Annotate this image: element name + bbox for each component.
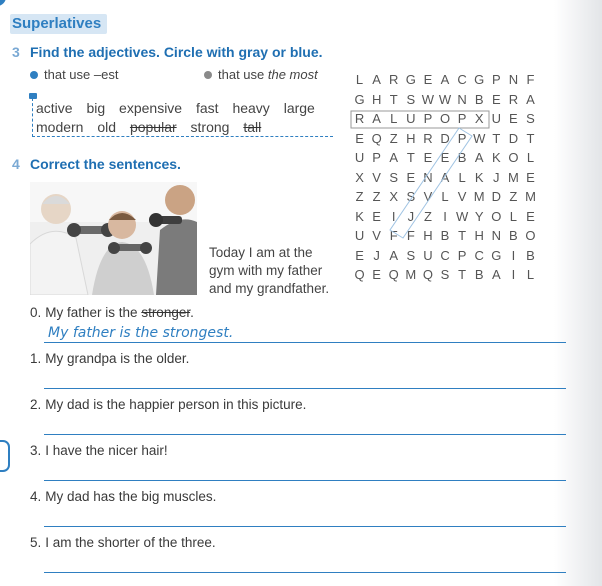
answer-line[interactable] <box>44 480 566 481</box>
word-search-letter[interactable]: F <box>526 72 535 88</box>
word-search-letter[interactable]: A <box>491 267 501 283</box>
word-search-letter[interactable]: T <box>492 130 501 146</box>
word-search-letter[interactable]: E <box>423 72 433 88</box>
word-search-letter[interactable]: O <box>439 111 451 127</box>
adjective-word: heavy <box>232 100 270 116</box>
word-search-letter[interactable]: V <box>423 189 433 205</box>
word-search-letter[interactable]: A <box>372 111 381 127</box>
gym-family-illustration <box>30 182 197 295</box>
word-search-letter[interactable]: M <box>507 169 519 185</box>
example-sentence: 0. My father is the stronger. <box>30 305 194 320</box>
word-search-letter[interactable]: U <box>423 247 433 263</box>
word-search-letter[interactable]: E <box>423 150 433 166</box>
gray-dot-icon <box>204 71 212 79</box>
sentence-3: 3. I have the nicer hair! <box>30 443 168 458</box>
adjective-word: expensive <box>119 100 183 116</box>
word-search-letter[interactable]: S <box>389 169 399 185</box>
word-search-letter[interactable]: E <box>526 208 535 224</box>
word-search-letter[interactable]: G <box>474 72 485 88</box>
word-search-grid <box>351 70 539 285</box>
word-search-letter[interactable]: I <box>391 208 396 224</box>
adjective-word: large <box>283 100 315 116</box>
word-search-letter[interactable]: E <box>372 267 381 283</box>
legend-blue <box>30 67 118 82</box>
blue-dot-icon <box>30 71 38 79</box>
word-search-letter[interactable]: H <box>474 228 484 244</box>
word-search-row <box>351 207 539 227</box>
adjective-word: old <box>97 119 117 135</box>
page-edge-shadow <box>554 0 602 586</box>
word-search-letter[interactable]: N <box>508 72 519 88</box>
word-search-letter[interactable]: L <box>458 169 466 185</box>
word-search-letter[interactable]: M <box>473 189 485 205</box>
word-search-letter[interactable]: K <box>491 150 501 166</box>
word-search-letter[interactable]: V <box>457 189 467 205</box>
word-search-letter[interactable]: T <box>406 150 415 166</box>
word-search-letter[interactable]: L <box>526 150 535 166</box>
word-search-letter[interactable]: L <box>390 111 398 127</box>
word-search-letter[interactable]: C <box>474 247 484 263</box>
word-search-letter[interactable]: F <box>406 228 415 244</box>
answer-line[interactable] <box>44 526 566 527</box>
word-search-letter[interactable]: A <box>389 247 399 263</box>
adjective-word: big <box>86 100 106 116</box>
word-search-row <box>351 226 539 246</box>
exercise-3-number: 3 <box>12 44 20 60</box>
word-search-letter[interactable]: V <box>372 169 381 185</box>
word-search-letter[interactable]: S <box>406 91 416 107</box>
word-search-letter[interactable]: J <box>373 247 380 263</box>
word-search-letter[interactable]: Q <box>388 267 399 283</box>
word-search-row <box>351 168 539 188</box>
answer-line <box>44 342 566 343</box>
word-search-letter[interactable]: A <box>389 150 399 166</box>
word-search-letter[interactable]: E <box>406 169 416 185</box>
word-search-letter[interactable]: L <box>355 72 364 88</box>
word-search-letter[interactable]: B <box>509 228 518 244</box>
adjective-row-1 <box>36 100 325 116</box>
adjective-word: active <box>36 100 73 116</box>
word-search-letter[interactable]: N <box>457 91 467 107</box>
word-search-letter[interactable]: A <box>372 72 381 88</box>
sentence-4: 4. My dad has the big muscles. <box>30 489 217 504</box>
word-search-letter[interactable]: C <box>457 72 467 88</box>
word-search-letter[interactable]: I <box>511 267 516 283</box>
word-search-letter[interactable]: V <box>372 228 381 244</box>
corner-decoration <box>0 0 6 6</box>
word-search-letter[interactable]: E <box>526 169 535 185</box>
word-search-letter[interactable]: B <box>474 267 484 283</box>
word-search-letter[interactable]: E <box>509 111 518 127</box>
word-search-letter[interactable]: P <box>491 72 501 88</box>
word-search-letter[interactable]: C <box>440 247 450 263</box>
word-search-row <box>351 109 539 129</box>
word-search-letter[interactable]: T <box>458 267 467 283</box>
word-search-row <box>351 129 539 149</box>
word-search-letter[interactable]: B <box>457 150 467 166</box>
word-search-letter[interactable]: B <box>474 91 484 107</box>
word-search-letter[interactable]: P <box>423 111 433 127</box>
word-search-letter[interactable]: U <box>354 150 365 166</box>
example-answer: My father is the strongest. <box>48 325 234 341</box>
word-search-letter[interactable]: P <box>457 247 467 263</box>
word-search-letter[interactable]: E <box>440 150 450 166</box>
word-search-letter[interactable]: U <box>354 228 365 244</box>
word-search-letter[interactable]: M <box>405 267 417 283</box>
answer-line[interactable] <box>44 572 566 573</box>
word-search-letter[interactable]: W <box>421 91 435 107</box>
word-search-letter[interactable]: T <box>526 130 535 146</box>
word-search-letter[interactable]: W <box>473 130 486 146</box>
word-search-letter[interactable]: A <box>440 72 450 88</box>
legend-gray-label: that use the most <box>218 67 318 82</box>
word-search-letter[interactable]: O <box>508 150 519 166</box>
word-search-letter[interactable]: N <box>491 228 501 244</box>
sentence-2: 2. My dad is the happier person in this picture. <box>30 397 307 412</box>
word-search-letter[interactable]: X <box>389 189 399 205</box>
word-search-letter[interactable]: H <box>371 91 382 107</box>
word-search-letter[interactable]: L <box>526 267 535 283</box>
word-search-letter[interactable]: S <box>406 189 416 205</box>
word-search-letter[interactable]: G <box>354 91 365 107</box>
word-search-letter[interactable]: M <box>525 189 536 205</box>
adjective-word-crossed: popular <box>129 119 177 135</box>
sentence-1: 1. My grandpa is the older. <box>30 351 190 366</box>
word-search-letter[interactable]: L <box>441 189 449 205</box>
word-search-letter[interactable]: Q <box>422 267 433 283</box>
word-search-letter[interactable]: T <box>458 228 467 244</box>
word-search-letter[interactable]: Z <box>423 208 432 224</box>
word-search-letter[interactable]: P <box>457 111 467 127</box>
word-search-letter[interactable]: W <box>455 208 469 224</box>
adjective-row-2 <box>36 119 271 135</box>
word-search-letter[interactable]: Z <box>355 189 364 205</box>
word-search-row <box>351 246 539 266</box>
word-search-letter[interactable]: S <box>526 111 535 127</box>
word-search-letter[interactable]: D <box>491 189 501 205</box>
exercise-4-title: Correct the sentences. <box>30 156 181 172</box>
adjective-word: fast <box>195 100 219 116</box>
word-search-letter[interactable]: X <box>474 111 484 127</box>
word-search-letter[interactable]: Z <box>372 189 381 205</box>
word-search-letter[interactable]: H <box>406 130 416 146</box>
word-search-row <box>351 90 539 110</box>
word-search-letter[interactable]: T <box>389 91 398 107</box>
word-search-letter[interactable]: P <box>372 150 381 166</box>
word-search-letter[interactable]: G <box>405 72 416 88</box>
crossed-word: stronger <box>141 305 191 320</box>
sentence-5: 5. I am the shorter of the three. <box>30 535 216 550</box>
word-search-letter[interactable]: R <box>389 72 399 88</box>
word-search-letter[interactable]: W <box>438 91 452 107</box>
word-search-letter[interactable]: Y <box>474 208 484 224</box>
word-search-letter[interactable]: J <box>407 208 415 224</box>
word-search-letter[interactable]: U <box>406 111 416 127</box>
word-search-letter[interactable]: E <box>372 208 381 224</box>
word-search-letter[interactable]: R <box>354 111 365 127</box>
word-search-letter[interactable]: G <box>491 247 502 263</box>
adjective-word: strong <box>190 119 230 135</box>
word-search-letter[interactable]: S <box>406 247 416 263</box>
gym-photo <box>30 182 197 295</box>
word-search-letter[interactable]: A <box>440 169 450 185</box>
word-search-letter[interactable]: N <box>423 169 433 185</box>
word-search-letter[interactable]: A <box>474 150 484 166</box>
adjective-word: modern <box>36 119 84 135</box>
adjective-word-crossed: tall <box>243 119 262 135</box>
word-search-letter[interactable]: J <box>493 169 500 185</box>
word-search-letter[interactable]: A <box>526 91 535 107</box>
word-search-row <box>351 187 539 207</box>
word-search-letter[interactable]: P <box>457 130 467 146</box>
word-search-letter[interactable]: B <box>440 228 450 244</box>
word-search-letter[interactable]: Q <box>354 267 365 283</box>
word-search-row <box>351 148 539 168</box>
word-search-letter[interactable]: I <box>511 247 516 263</box>
word-search-letter[interactable]: Z <box>509 189 518 205</box>
word-search-row <box>351 265 539 285</box>
answer-line[interactable] <box>44 434 566 435</box>
word-search-letter[interactable]: R <box>508 91 519 107</box>
word-search-letter[interactable]: B <box>526 247 535 263</box>
word-search-letter[interactable]: X <box>355 169 364 185</box>
word-search-letter[interactable]: L <box>509 208 517 224</box>
word-search-letter[interactable]: O <box>525 228 536 244</box>
word-search-letter[interactable]: I <box>443 208 447 224</box>
word-search-letter[interactable]: K <box>355 208 364 224</box>
word-search-letter[interactable]: U <box>491 111 501 127</box>
legend-gray <box>204 67 318 82</box>
word-search-letter[interactable]: Q <box>371 130 382 146</box>
word-search-letter[interactable]: H <box>423 228 433 244</box>
word-search-letter[interactable]: E <box>355 130 364 146</box>
word-search-letter[interactable]: R <box>423 130 433 146</box>
page-title: Superlatives <box>10 14 107 34</box>
word-search-row <box>351 70 539 90</box>
exercise-4-number: 4 <box>12 156 20 172</box>
word-search-letter[interactable]: K <box>474 169 484 185</box>
legend-blue-label: that use –est <box>44 67 119 82</box>
word-search-letter[interactable]: Z <box>389 130 398 146</box>
word-search-letter[interactable]: O <box>491 208 502 224</box>
word-search-letter[interactable]: D <box>440 130 450 146</box>
page-edge-tab <box>0 440 10 472</box>
word-search-letter[interactable]: E <box>491 91 501 107</box>
word-search-letter[interactable]: E <box>355 247 364 263</box>
exercise-3-title: Find the adjectives. Circle with gray or blue. <box>30 44 323 60</box>
word-search-letter[interactable]: F <box>389 228 398 244</box>
photo-caption: Today I am at the gym with my father and my grandfather. <box>209 245 330 296</box>
word-search-letter[interactable]: S <box>440 267 450 283</box>
answer-line[interactable] <box>44 388 566 389</box>
word-search-letter[interactable]: D <box>508 130 519 146</box>
